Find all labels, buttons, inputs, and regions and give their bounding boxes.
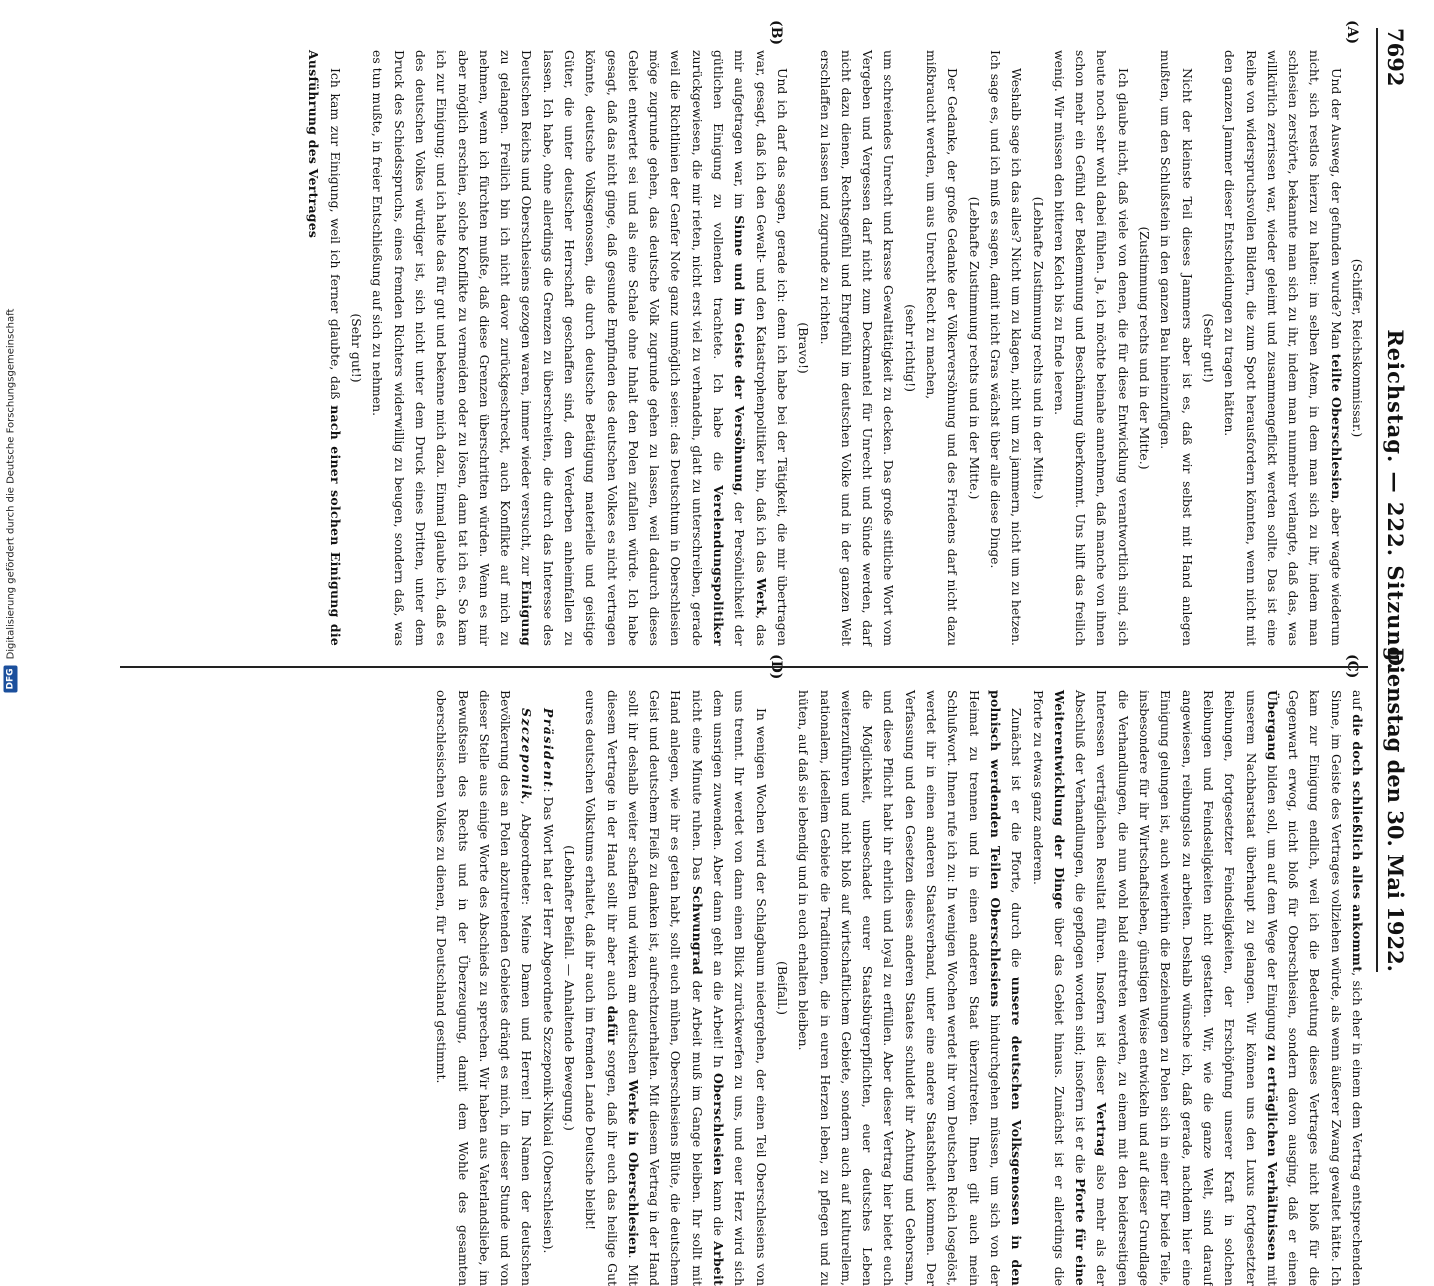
- speaker-name: Szczeponik: [519, 708, 535, 801]
- credit-text-line: [4, 6, 19, 996]
- paragraph: Ich glaube nicht, daß viele von denen, die für diese Entwicklung verantwortlich sind, sich heute noch sehr wohl dabei fühlen. Ja, ich möchte beinahe annehmen, daß manche von ihnen schon mehr ein Gefühl der Beklemmung und Beschämung überkommt. Uns hilft das freilich wenig. Wir müssen den bitteren Kelch bis zu Ende leeren.: [1051, 50, 1131, 646]
- left-text-column: [120, 50, 1368, 646]
- margin-marker-b: (B): [768, 20, 784, 46]
- paragraph: Und der Ausweg, der gefunden wurde? Man teilte Oberschlesien, aber wagte wiederum nicht, sich restlos hierzu zu halten: im selben Atem, in dem man sich zu ihr, indem man schlesien zerstörte, bekannte man sich zu ihr, indem man nunmehr verlangte, daß das, was willkürlich zerrissen war, wieder geleimt und zusammengeflickt werden sollte. Das ist eine Reihe von widerspruchsvollen Bildern, die zum Spott herausfordern könnten, wenn nicht mit den ganzen Jammer dieser Entscheidungen zu tragen hätten.: [1222, 50, 1344, 646]
- paragraph: Szczeponik, Abgeordneter: Meine Damen und Herren! Im Namen der deutschen Bevölkerung des an Polen abzutretenden Gebietes drängt es mich, in dieser Stunde und von dieser Stelle aus einige Worte des Abschieds zu sprechen. Wir haben aus Vaterlandsliebe, im Bewußtsein des Rechts und in der Überzeugung, damit dem Wohle des gesamten oberschlesischen Volkes zu dienen, für Deutschland gestimmt.: [434, 690, 535, 1286]
- paragraph: Präsident: Das Wort hat der Herr Abgeordnete Szczeponik-Nikolai (Oberschlesien).: [540, 708, 556, 1254]
- margin-marker-a: (A): [1344, 20, 1360, 45]
- interjection: (Bravo!): [796, 322, 812, 374]
- paragraph: um schreiendes Unrecht und krasse Gewalttätigkeit zu decken. Das große sittliche Wort vom Vergeben und Vergessen darf nicht zum Deckmantel für Unrecht und Sünde werden, darf nicht dazu dienen, Rechtsgefühl und Ehrgefühl im deutschen Volke und in der ganzen Welt erschlaffen zu lassen und zugrunde zu richten.: [817, 50, 897, 646]
- credit-text: Digitalisierung gefördert durch die Deutsche Forschungsgemeinschaft: [5, 308, 17, 660]
- session-date: Dienstag den 30. Mai 1922.: [1383, 647, 1408, 972]
- interjection: (Lebhafter Beifall. — Anhaltende Bewegung.): [562, 845, 578, 1131]
- session-title: Reichstag. — 222. Sitzung.: [1383, 329, 1408, 671]
- interjection: (Sehr gut!): [349, 313, 365, 383]
- paragraph: Ich kam zur Einigung, weil ich ferner glaubte, daß nach einer solchen Einigung die Ausführung des Vertrages: [306, 50, 343, 647]
- margin-marker-c: (C): [1344, 654, 1360, 679]
- interjection: (Beifall.): [774, 961, 790, 1015]
- column-divider: [120, 666, 1368, 668]
- rotated-newspaper-page: [106, 10, 1416, 1286]
- speaker-name: Präsident: [540, 708, 556, 789]
- interjection: (sehr richtig!): [902, 304, 918, 392]
- dfg-logo: DFG: [4, 665, 18, 692]
- paragraph: In wenigen Wochen wird der Schlagbaum niedergehen, der einen Teil Oberschlesiens von uns trennt. Ihr werdet von dann einen Blick zurückwerfen zu uns, und euer Herz wird sich dem unsrigen zuwenden. Aber dann geht an die Arbeit! In Oberschlesien kann die Arbeit nicht eine Minute ruhen. Das Schwungrad der Arbeit muß im Gange bleiben. Ihr sollt mit Hand anlegen, wie ihr es getan habt, sollt euch mühen, Oberschlesiens Blüte, die deutschem Geist und deutschem Fleiß zu danken ist, aufrechtzuerhalten. Mit diesem Vertrag in der Hand sollt ihr deshalb weiter schaffen und wirken am deutschen Werke in Oberschlesien. Mit diesem Vertrage in der Hand sollt ihr aber auch dafür sorgen, daß ihr euch das heilige Gut eures deutschen Volkstums erhaltet, daß ihr auch im fremden Lande Deutsche bleibt!: [583, 690, 769, 1286]
- interjection: (Lebhafte Zustimmung rechts und in der Mitte.): [1030, 196, 1046, 500]
- interjection: (Zustimmung rechts und in der Mitte.): [1137, 226, 1153, 470]
- page-header: [1376, 28, 1412, 972]
- speaker-attribution: (Schiffer, Reichskommissar.): [1350, 258, 1365, 438]
- digitization-credit-strip: [0, 0, 22, 1000]
- paragraph: auf die doch schließlich alles ankommt, sich eher in einem dem Vertrag entsprechenden Sinne, im Geiste des Vertrages vollziehen würde, als wenn äußerer Zwang gewaltet hätte. Ich kam zur Einigung endlich, weil ich die Bedeutung dieses Vertrages nicht bloß für die Gegenwart erwog, nicht bloß für Oberschlesien, sondern davon ausging, daß er einen Übergang bilden soll, um auf dem Wege der Einigung zu erträglichen Verhältnissen mit unserem Nachbarstaat überhaupt zu gelangen. Wir können uns den Luxus fortgesetzter Reibungen, fortgesetzter Feindseligkeiten, der Erschöpfung unserer Kraft in solchen Reibungen und Feindseligkeiten nicht gestatten. Wir, wie die ganze Welt, sind darauf angewiesen, reibungslos zu arbeiten. Deshalb wünsche ich, daß gerade, nachdem hier eine Einigung gelungen ist, auch weiterhin die Beziehungen zu Polen sich in einer für beide Teile, insbesondere für ihr Wirtschaftsleben, günstigen Weise entwickeln und auf dieser Grundlage die Verhandlungen, die nun wohl bald eintreten werden, zu einem mit den beiderseitigen Interessen verträglichen Resultat führen. Insofern ist dieser Vertrag also mehr als der Abschluß der Verhandlungen, die gepflogen worden sind; insofern ist er die Pforte für eine Weiterentwicklung der Dinge über das Gebiet hinaus. Zunächst ist er allerdings die Pforte zu etwas ganz anderem.: [1030, 690, 1365, 1286]
- paragraph: Und ich darf das sagen, gerade ich: denn ich habe bei der Tätigkeit, die mir übertragen war, gesagt, daß ich den Gewalt- und den Katastrophenpolitiker bin, daß ich das Werk, das mir aufgetragen war, im Sinne und im Geiste der Versöhnung, der Persönlichkeit der gütlichen Einigung zu vollenden trachtete. Ich habe die Verelendungspolitiker zurückgewiesen, die mir rieten, nicht erst viel zu verhandeln, glatt zu unterschreiben, gerade weil die Richtlinien der Genfer Note ganz unmöglich seien: das Deutschtum in Oberschlesien möge zugrunde gehen, das deutsche Volk zugrunde gehen zu lassen, weil dadurch dieses Gebiet entwertet sei und als eine Schale ohne Inhalt den Polen zufallen würde. Ich habe gesagt, daß das nicht ginge, daß gesunde Empfinden des deutschen Volkes es nicht vertragen könnte, deutsche Volksgenossen, die durch deutsche Betätigung materielle und geistige Güter, die unter deutscher Herrschaft geschaffen sind, dem Verderben anheimfallen zu lassen. Ich habe, ohne allerdings die Grenzen zu überschreiten, die durch das Interesse des Deutschen Reichs und Oberschlesiens gezogen waren, immer wieder versucht, zur Einigung zu gelangen. Freilich bin ich nicht davor zurückgeschreckt, auch Konflikte auf mich zu nehmen, wenn ich fürchten mußte, daß diese Grenzen überschritten würden. Wenn es mir aber möglich erschien, solche Konflikte zu vermeiden oder zu lösen, dann tat ich es. So kam ich zur Einigung; und ich halte das für gut und bekenne mich dazu. Einmal glaube ich, daß es des deutschen Volkes würdiger ist, sich nicht unter dem Druck eines Dritten, unter dem Druck des Schiedsspruchs, eines fremden Richters widerwillig zu beugen, sondern daß, was es tun mußte, in freier Entschließung auf sich zu nehmen.: [370, 50, 790, 646]
- interjection: (Lebhafte Zustimmung rechts und in der Mitte.): [966, 196, 982, 500]
- page-number: 7692: [1383, 28, 1408, 87]
- paragraph: Nicht der kleinste Teil dieses Jammers aber ist es, daß wir selbst mit Hand anlegen mußten, um den Schlußstein in den ganzen Bau hineinzufügen.: [1158, 50, 1195, 646]
- paragraph: Zunächst ist er die Pforte, durch die unsere deutschen Volksgenossen in den polnisch werdenden Teilen Oberschlesiens hindurchgehen müssen, um sich von der Heimat zu trennen und in einen anderen Staat überzutreten. Ihnen gilt auch mein Schlußwort. Ihnen rufe ich zu: In wenigen Wochen werdet ihr vom Deutschen Reich losgelöst, werdet ihr in einen anderen Staatsverband, unter eine andere Staatshoheit kommen. Der Verfassung und den Gesetzen dieses anderen Staates schuldet ihr Achtung und Gehorsam, und diese Pflicht habt ihr ehrlich und loyal zu erfüllen. Aber dieser Vertrag hier bietet euch die Möglichkeit, unbeschadet eurer Staatsbürgerpflichten, euer deutsches Leben weiterzuführen und nicht bloß auf wirtschaftlichem Gebiete, sondern auch auf kulturellem, nationalem, ideellem Gebiete die Traditionen, die in euren Herzen leben, zu pflegen und zu hüten, auf daß sie lebendig und in euch erhalten bleiben.: [796, 690, 1025, 1286]
- paragraph: Der Gedanke, der große Gedanke der Völkerversöhnung und des Friedens darf nicht dazu mißbraucht werden, um aus Unrecht Recht zu machen,: [924, 50, 961, 646]
- right-text-column: [120, 690, 1368, 1286]
- interjection: (Sehr gut!): [1200, 313, 1216, 383]
- margin-marker-d: (D): [768, 654, 784, 680]
- paragraph: Weshalb sage ich das alles? Nicht um zu klagen, nicht um zu jammern, nicht um zu hetzen. Ich sage es, und ich muß es sagen, damit nicht Gras wächst über alle diese Dinge.: [987, 50, 1025, 646]
